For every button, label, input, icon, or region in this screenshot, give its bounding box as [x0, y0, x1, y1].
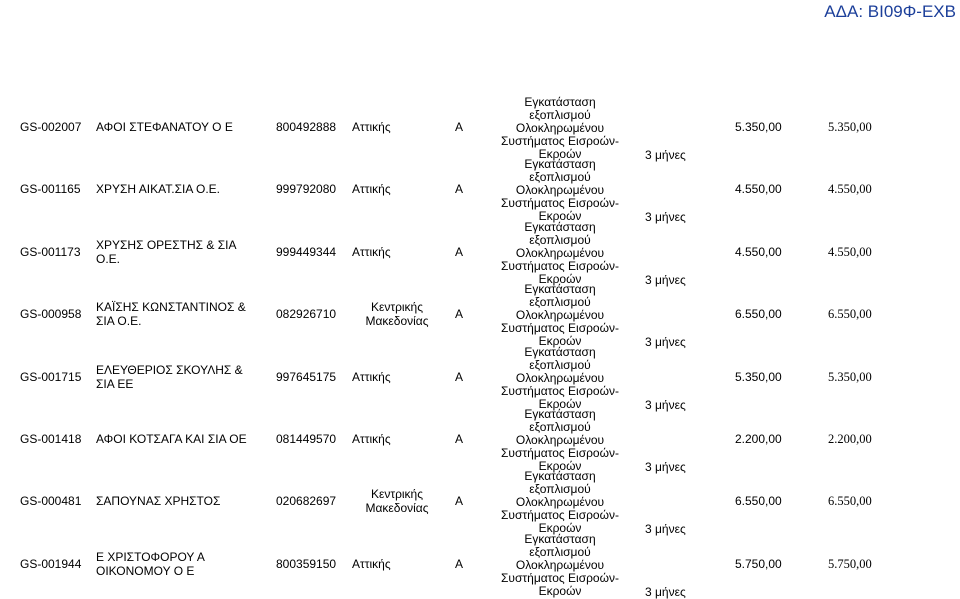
row-amount-budget: 4.550,00	[735, 182, 782, 197]
row-duration: 3 μήνες	[645, 460, 686, 474]
table-row	[0, 407, 960, 474]
row-amount-approved: 5.350,00	[828, 120, 872, 134]
row-duration: 3 μήνες	[645, 522, 686, 537]
row-amount-budget: 6.550,00	[735, 494, 782, 509]
row-company-name: ΧΡΥΣΗ ΑΙΚΑΤ.ΣΙΑ Ο.Ε.	[96, 182, 221, 197]
row-description	[490, 158, 630, 223]
row-region: Κεντρικής Μακεδονίας	[365, 300, 429, 329]
description-line: Εκροών	[538, 583, 582, 598]
table-row	[0, 531, 960, 599]
row-company-name: ΑΦΟΙ ΚΟΤΣΑΓΑ ΚΑΙ ΣΙΑ ΟΕ	[96, 432, 247, 446]
row-amount-budget: 6.550,00	[735, 307, 782, 322]
row-region: Αττικής	[352, 432, 391, 446]
description-line: Εγκατάσταση	[524, 407, 596, 421]
row-company-name: Ε ΧΡΙΣΤΟΦΟΡΟΥ Α ΟΙΚΟΝΟΜΟΥ Ο Ε	[96, 549, 205, 578]
row-description	[490, 96, 630, 161]
row-region: Αττικής	[352, 120, 391, 134]
row-code: GS-001418	[20, 432, 82, 446]
table-row	[0, 469, 960, 537]
row-code: GS-001715	[20, 369, 82, 384]
row-description	[490, 221, 630, 286]
description-line: Συστήματος Εισροών-	[501, 134, 619, 148]
row-duration: 3 μήνες	[645, 584, 686, 599]
row-category: Α	[455, 120, 464, 134]
ada-code: ΑΔΑ: ΒΙ09Φ-ΕΧΒ	[824, 2, 956, 21]
table-row	[0, 282, 960, 350]
description-line: Συστήματος Εισροών-	[501, 196, 619, 211]
description-line: Εγκατάσταση	[524, 282, 596, 297]
row-category: Α	[455, 369, 464, 384]
row-company-name: ΣΑΠΟΥΝΑΣ ΧΡΗΣΤΟΣ	[96, 494, 221, 509]
row-afm: 020682697	[276, 494, 337, 509]
description-line: Ολοκληρωμένου	[515, 370, 605, 385]
row-afm: 800359150	[276, 556, 337, 571]
row-category: Α	[455, 556, 464, 571]
description-line: εξοπλισμού	[529, 357, 591, 372]
row-description	[490, 408, 630, 473]
table-row	[0, 157, 960, 225]
description-line: Εκροών	[538, 459, 582, 473]
row-code: GS-001165	[20, 182, 81, 197]
description-line: εξοπλισμού	[529, 232, 591, 247]
row-code: GS-000958	[20, 307, 82, 322]
row-code: GS-001173	[20, 244, 81, 259]
row-amount-approved: 6.550,00	[828, 494, 872, 509]
description-line: Ολοκληρωμένου	[515, 308, 605, 323]
row-amount-budget: 2.200,00	[735, 432, 782, 446]
row-code: GS-002007	[20, 120, 82, 134]
description-line: Εγκατάσταση	[524, 344, 596, 359]
row-duration: 3 μήνες	[645, 148, 686, 162]
row-afm: 800492888	[276, 120, 337, 134]
row-company-name: ΕΛΕΥΘΕΡΙΟΣ ΣΚΟΥΛΗΣ & ΣΙΑ ΕΕ	[96, 362, 243, 391]
description-line: Συστήματος Εισροών-	[501, 446, 619, 460]
description-line: εξοπλισμού	[529, 170, 591, 185]
description-line: Ολοκληρωμένου	[515, 245, 605, 260]
row-region: Αττικής	[352, 556, 391, 571]
row-region: Αττικής	[352, 369, 391, 384]
description-line: Ολοκληρωμένου	[515, 183, 605, 198]
row-description	[490, 283, 630, 348]
description-line: Εγκατάσταση	[524, 219, 596, 234]
row-afm: 081449570	[276, 432, 337, 446]
row-company-name: ΚΑΪΣΗΣ ΚΩΝΣΤΑΝΤΙΝΟΣ & ΣΙΑ Ο.Ε.	[96, 300, 246, 329]
row-amount-approved: 2.200,00	[828, 432, 872, 446]
description-line: εξοπλισμού	[529, 544, 591, 559]
row-amount-approved: 5.750,00	[828, 556, 872, 571]
row-afm: 999792080	[276, 182, 337, 197]
row-amount-approved: 4.550,00	[828, 182, 872, 197]
row-category: Α	[455, 182, 464, 197]
row-afm: 999449344	[276, 244, 337, 259]
row-amount-budget: 5.350,00	[735, 120, 782, 134]
description-line: Συστήματος Εισροών-	[501, 570, 619, 585]
description-line: Εκροών	[538, 521, 582, 536]
description-line: Ολοκληρωμένου	[515, 121, 605, 135]
description-line: Εγκατάσταση	[524, 469, 596, 484]
description-line: εξοπλισμού	[529, 295, 591, 310]
row-amount-approved: 5.350,00	[828, 369, 872, 384]
row-duration: 3 μήνες	[645, 397, 686, 412]
row-amount-approved: 6.550,00	[828, 307, 872, 322]
description-line: Εκροών	[538, 147, 582, 161]
description-line: Εκροών	[538, 271, 582, 286]
description-line: Εκροών	[538, 334, 582, 349]
description-line: Εκροών	[538, 396, 582, 411]
row-region: Αττικής	[352, 182, 391, 197]
description-line: Εγκατάσταση	[524, 95, 596, 109]
description-line: εξοπλισμού	[529, 482, 591, 497]
description-line: Ολοκληρωμένου	[515, 557, 605, 572]
row-description	[490, 346, 630, 411]
row-description	[490, 533, 630, 598]
row-amount-budget: 4.550,00	[735, 244, 782, 259]
row-afm: 997645175	[276, 369, 337, 384]
row-duration: 3 μήνες	[645, 335, 686, 350]
description-line: Εκροών	[538, 209, 582, 224]
description-line: Ολοκληρωμένου	[515, 495, 605, 510]
description-line: Εγκατάσταση	[524, 531, 596, 546]
row-region: Κεντρικής Μακεδονίας	[365, 487, 429, 516]
row-amount-budget: 5.350,00	[735, 369, 782, 384]
row-description	[490, 470, 630, 535]
row-duration: 3 μήνες	[645, 210, 686, 225]
table-row	[0, 219, 960, 287]
row-company-name: ΑΦΟΙ ΣΤΕΦΑΝΑΤΟΥ Ο Ε	[96, 120, 233, 134]
row-category: Α	[455, 432, 464, 446]
description-line: Εγκατάσταση	[524, 157, 596, 172]
row-amount-approved: 4.550,00	[828, 244, 872, 259]
description-line: Συστήματος Εισροών-	[501, 383, 619, 398]
description-line: εξοπλισμού	[529, 108, 591, 122]
row-category: Α	[455, 307, 464, 322]
description-line: Ολοκληρωμένου	[515, 433, 605, 447]
row-category: Α	[455, 494, 464, 509]
description-line: Συστήματος Εισροών-	[501, 258, 619, 273]
row-code: GS-001944	[20, 556, 82, 571]
description-line: Συστήματος Εισροών-	[501, 321, 619, 336]
row-category: Α	[455, 244, 464, 259]
description-line: εξοπλισμού	[529, 420, 591, 434]
row-afm: 082926710	[276, 307, 337, 322]
row-region: Αττικής	[352, 244, 391, 259]
row-duration: 3 μήνες	[645, 272, 686, 287]
description-line: Συστήματος Εισροών-	[501, 508, 619, 523]
row-amount-budget: 5.750,00	[735, 556, 782, 571]
table-row	[0, 344, 960, 412]
table-row	[0, 95, 960, 162]
row-company-name: ΧΡΥΣΗΣ ΟΡΕΣΤΗΣ & ΣΙΑ Ο.Ε.	[96, 237, 236, 266]
row-code: GS-000481	[20, 494, 82, 509]
